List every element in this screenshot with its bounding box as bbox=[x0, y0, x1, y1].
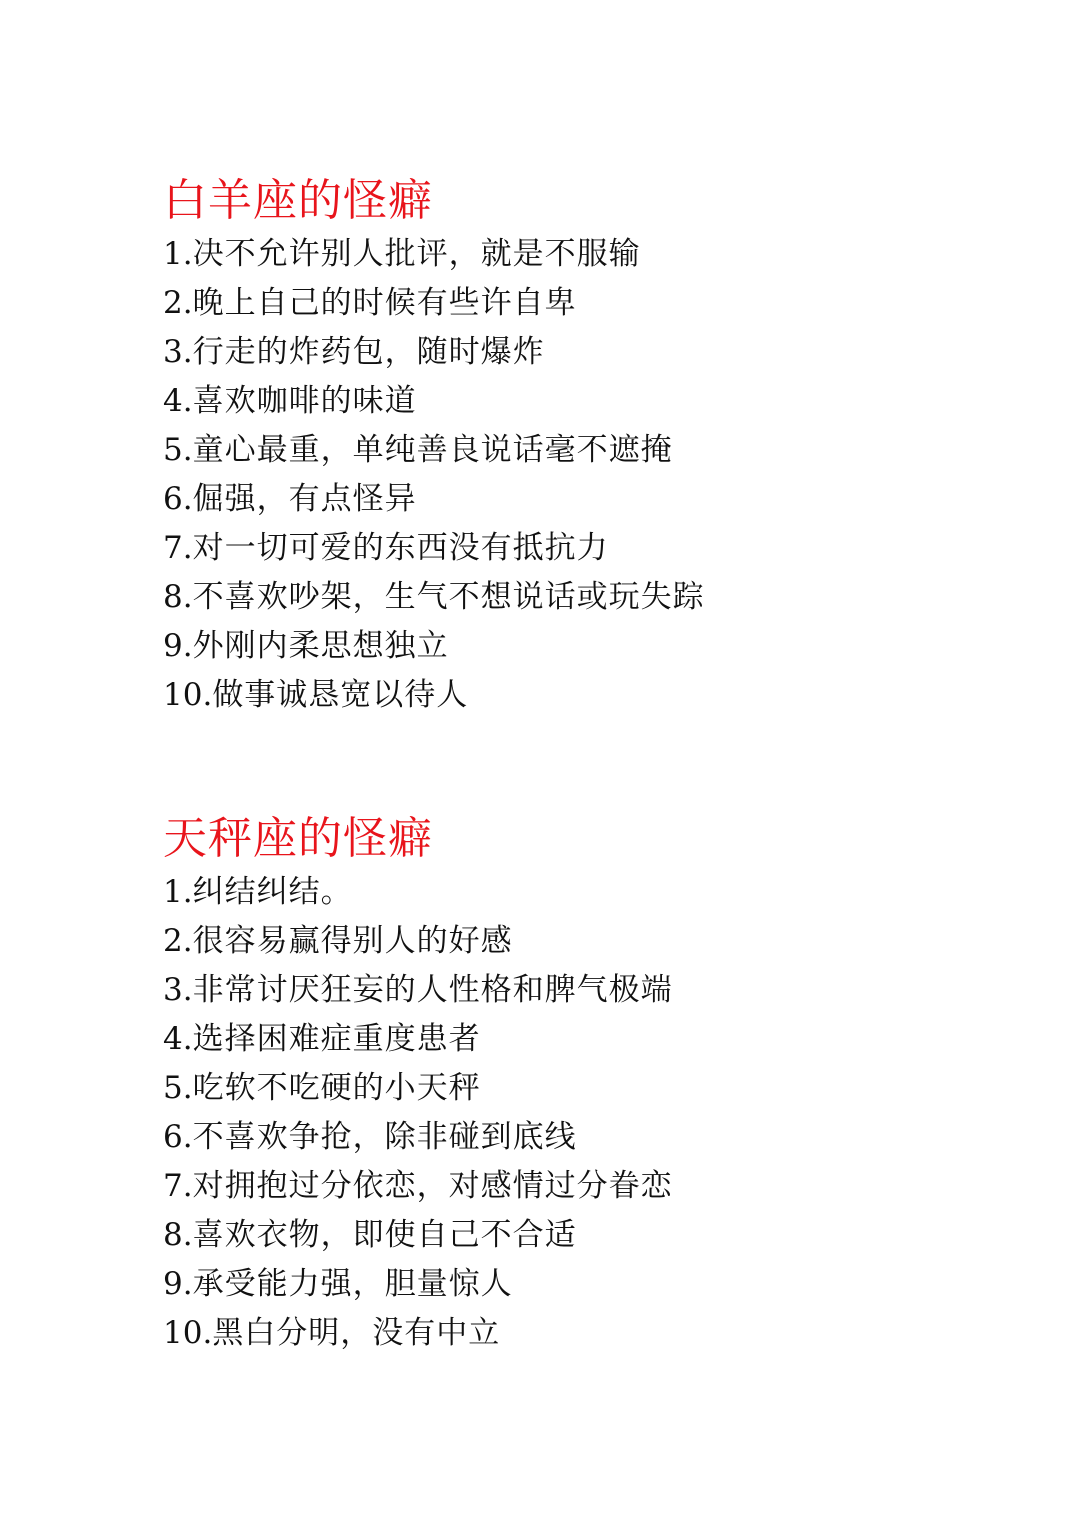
item-number: 3. bbox=[163, 334, 193, 370]
item-text: 吃软不吃硬的小天秤 bbox=[192, 1070, 481, 1106]
item-number: 5. bbox=[163, 432, 193, 468]
item-number: 3. bbox=[163, 972, 193, 1008]
list-item bbox=[163, 868, 963, 917]
list-item bbox=[163, 230, 963, 279]
quirk-list bbox=[163, 868, 963, 1358]
item-text: 对一切可爱的东西没有抵抗力 bbox=[192, 530, 609, 566]
list-item bbox=[163, 917, 963, 966]
item-text: 晚上自己的时候有些许自卑 bbox=[192, 285, 577, 321]
list-item bbox=[163, 328, 963, 377]
list-item bbox=[163, 1260, 963, 1309]
item-number: 6. bbox=[163, 1119, 193, 1155]
item-number: 10. bbox=[163, 677, 213, 713]
quirk-list bbox=[163, 230, 963, 720]
item-text: 不喜欢吵架，生气不想说话或玩失踪 bbox=[192, 579, 705, 615]
item-text: 非常讨厌狂妄的人性格和脾气极端 bbox=[192, 972, 673, 1008]
list-item bbox=[163, 966, 963, 1015]
item-text: 倔强，有点怪异 bbox=[192, 481, 417, 517]
section-title: 白羊座的怪癖 bbox=[163, 175, 433, 226]
item-text: 承受能力强，胆量惊人 bbox=[192, 1266, 513, 1302]
item-text: 黑白分明，没有中立 bbox=[212, 1315, 501, 1351]
list-item bbox=[163, 475, 963, 524]
item-number: 2. bbox=[163, 923, 193, 959]
item-text: 喜欢咖啡的味道 bbox=[192, 383, 417, 419]
item-number: 6. bbox=[163, 481, 193, 517]
item-number: 5. bbox=[163, 1070, 193, 1106]
list-item bbox=[163, 671, 963, 720]
item-number: 9. bbox=[163, 628, 193, 664]
item-text: 很容易赢得别人的好感 bbox=[192, 923, 513, 959]
item-text: 童心最重，单纯善良说话毫不遮掩 bbox=[192, 432, 673, 468]
list-item bbox=[163, 1064, 963, 1113]
list-item bbox=[163, 1211, 963, 1260]
section-title: 天秤座的怪癖 bbox=[163, 813, 433, 864]
section-libra bbox=[163, 810, 963, 1358]
list-item bbox=[163, 1162, 963, 1211]
item-text: 纠结纠结。 bbox=[192, 874, 353, 910]
item-text: 做事诚恳宽以待人 bbox=[212, 677, 469, 713]
list-item bbox=[163, 377, 963, 426]
list-item bbox=[163, 279, 963, 328]
item-number: 2. bbox=[163, 285, 193, 321]
item-text: 选择困难症重度患者 bbox=[192, 1021, 481, 1057]
list-item bbox=[163, 426, 963, 475]
item-text: 对拥抱过分依恋，对感情过分眷恋 bbox=[192, 1168, 673, 1204]
list-item bbox=[163, 1015, 963, 1064]
item-number: 4. bbox=[163, 383, 193, 419]
item-text: 行走的炸药包，随时爆炸 bbox=[192, 334, 545, 370]
list-item bbox=[163, 1113, 963, 1162]
item-number: 7. bbox=[163, 530, 193, 566]
item-text: 不喜欢争抢，除非碰到底线 bbox=[192, 1119, 577, 1155]
item-number: 4. bbox=[163, 1021, 193, 1057]
item-number: 9. bbox=[163, 1266, 193, 1302]
list-item bbox=[163, 524, 963, 573]
list-item bbox=[163, 1309, 963, 1358]
item-number: 8. bbox=[163, 579, 193, 615]
item-text: 喜欢衣物，即使自己不合适 bbox=[192, 1217, 577, 1253]
item-number: 8. bbox=[163, 1217, 193, 1253]
item-number: 1. bbox=[163, 236, 193, 272]
item-number: 10. bbox=[163, 1315, 213, 1351]
item-number: 7. bbox=[163, 1168, 193, 1204]
list-item bbox=[163, 573, 963, 622]
item-text: 外刚内柔思想独立 bbox=[192, 628, 449, 664]
item-text: 决不允许别人批评，就是不服输 bbox=[192, 236, 641, 272]
list-item bbox=[163, 622, 963, 671]
item-number: 1. bbox=[163, 874, 193, 910]
section-aries bbox=[163, 172, 963, 720]
